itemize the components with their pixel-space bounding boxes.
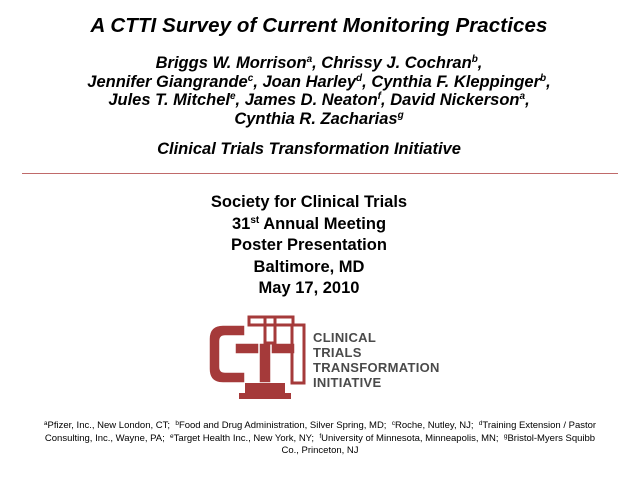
affil-superscript: f (319, 432, 322, 440)
meeting-number: 31 (231, 214, 251, 233)
event-block (0, 192, 618, 300)
author-superscript: b (540, 72, 547, 84)
author-superscript: f (377, 91, 382, 102)
author-superscript: a (306, 54, 313, 65)
author-superscript: b (471, 54, 478, 65)
affiliation: Roche, Nutley, NJ; (394, 420, 474, 431)
event-date: May 17, 2010 (258, 279, 360, 297)
poster-title: A CTTI Survey of Current Monitoring Practices (90, 14, 548, 37)
author-superscript: c (247, 72, 254, 84)
author-name: Cynthia F. Kleppinger (371, 72, 540, 91)
author-line: Jules T. Mitchel$^e$, James D. Neaton$^f$, David Nickerson$^a$, (108, 91, 530, 109)
affiliation: Bristol-Myers Squibb Co., Princeton, NJ (281, 432, 596, 456)
affiliations (40, 420, 600, 458)
ctti-logo-mark (205, 315, 309, 401)
affiliation: Training Extension / Pastor Consulting, Inc., Wayne, PA; (44, 420, 597, 444)
affil-superscript: d (478, 420, 483, 427)
author-superscript: e (229, 91, 236, 102)
meeting-rest: Annual Meeting (259, 214, 387, 233)
logo-line: CLINICAL (313, 330, 377, 345)
affil-superscript: a (43, 420, 48, 427)
author-name: Jennifer Giangrande (87, 72, 248, 91)
author-name: James D. Neaton (244, 91, 378, 109)
affiliation: Target Health Inc., New York, NY; (173, 432, 315, 444)
author-superscript: d (356, 72, 363, 84)
author-list (0, 54, 638, 128)
event-society: Society for Clinical Trials (210, 193, 408, 211)
logo-wordmark (313, 330, 440, 390)
logo-line: TRIALS (313, 345, 362, 360)
meeting-suffix: st (250, 214, 260, 226)
author-name: Joan Harley (262, 72, 357, 91)
event-location: Baltimore, MD (253, 257, 365, 276)
author-superscript: a (519, 91, 526, 102)
affiliation: University of Minnesota, Minneapolis, MN; (321, 432, 499, 444)
author-name: Briggs W. Morrison (155, 54, 307, 72)
divider (22, 173, 618, 174)
affiliation: Pfizer, Inc., New London, CT; (47, 420, 171, 431)
affil-superscript: e (170, 432, 174, 440)
event-type: Poster Presentation (231, 236, 387, 254)
author-name: Chrissy J. Cochran (321, 54, 472, 72)
affil-superscript: g (503, 432, 508, 440)
author-line (0, 110, 638, 129)
author-name: Cynthia R. Zacharias (234, 109, 398, 128)
author-name: David Nickerson (390, 91, 520, 109)
logo-line: INITIATIVE (313, 375, 382, 390)
author-superscript: g (397, 109, 404, 121)
logo-line: TRANSFORMATION (313, 360, 440, 375)
affiliation: Food and Drug Administration, Silver Spring, MD; (178, 420, 387, 431)
author-name: Jules T. Mitchel (108, 91, 230, 109)
author-line: Jennifer Giangrande$^c$, Joan Harley$^d$, Cynthia F. Kleppinger$^b$, (87, 72, 551, 91)
author-line: Briggs W. Morrison$^a$, Chrissy J. Cochran$^b$, (155, 54, 483, 72)
affil-superscript: c (391, 420, 395, 427)
event-meeting (0, 214, 618, 236)
affil-superscript: b (175, 420, 179, 427)
organization-name: Clinical Trials Transformation Initiative (157, 140, 461, 158)
